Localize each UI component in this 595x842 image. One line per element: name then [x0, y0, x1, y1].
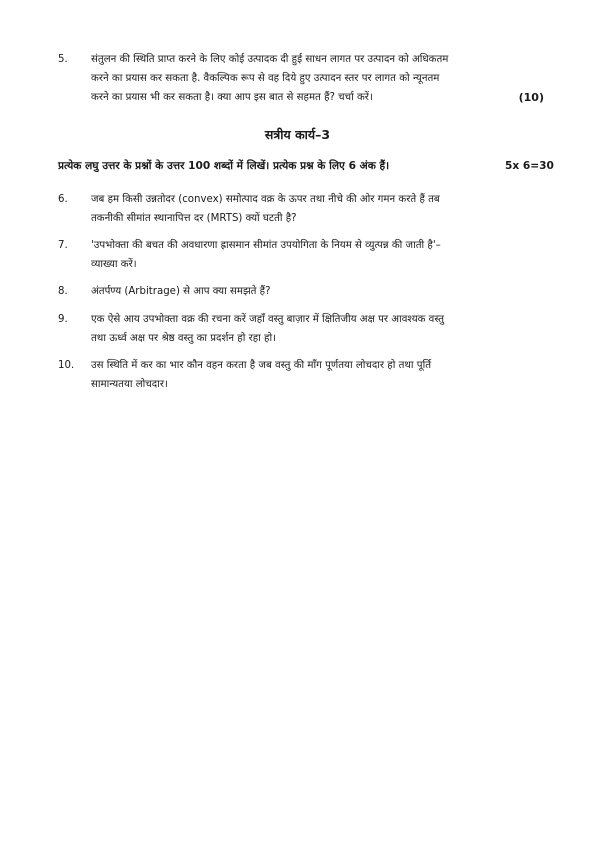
question-text [91, 190, 548, 228]
question-line: तथा ऊर्ध्व अक्ष पर श्रेष्ठ वस्तु का प्रदर्शन हो रहा हो। [91, 333, 276, 344]
question-6 [58, 190, 548, 230]
question-10 [58, 356, 548, 396]
question-number: 7. [58, 240, 68, 251]
question-line: एक ऐसे आय उपभोक्ता वक्र की रचना करें जहाँ वस्तु बाज़ार में क्षितिजीय अक्ष पर आवश्यक वस्तु [91, 314, 445, 325]
question-8 [58, 282, 548, 302]
question-text [91, 50, 548, 107]
question-line: तकनीकी सीमांत स्थानापित्त दर (MRTS) क्यों घटती है? [91, 213, 297, 224]
question-line: सामान्यतया लोचदार। [91, 379, 168, 390]
question-line: जब हम किसी उन्नतोदर (convex) समोत्पाद वक्र के ऊपर तथा नीचे की ओर गमन करते हैं तब [91, 194, 440, 205]
question-line: करने का प्रयास कर सकता है. वैकल्पिक रूप से वह दिये हुए उत्पादन स्तर पर लागत को न्यूनतम [91, 73, 440, 84]
question-text [91, 236, 548, 274]
section-title: सत्रीय कार्य–3 [264, 127, 331, 142]
question-number: 6. [58, 194, 68, 205]
question-line: 'उपभोक्ता की बचत की अवधारणा ह्रासमान सीमांत उपयोगिता के नियम से व्युत्पन्न की जाती है'– [91, 240, 441, 251]
question-line: संतुलन की स्थिति प्राप्त करने के लिए कोई उत्पादक दी हुई साधन लागत पर उत्पादन को अधिकतम [91, 54, 449, 65]
question-number: 10. [58, 360, 75, 371]
question-text [91, 356, 548, 394]
question-marks: (10) [518, 91, 544, 104]
question-text [91, 282, 548, 301]
question-number: 5. [58, 54, 68, 65]
question-number: 8. [58, 286, 68, 297]
section-marks-total: 5x 6=30 [505, 160, 554, 172]
question-line-with-marks [91, 88, 548, 107]
question-line: करने का प्रयास भी कर सकता है। क्या आप इस बात से सहमत हैं? चर्चा करें। [91, 92, 373, 103]
question-text [91, 310, 548, 348]
question-line: उस स्थिति में कर का भार कौन वहन करता है जब वस्तु की माँग पूर्णतया लोचदार हो तथा पूर्ति [91, 360, 432, 371]
question-line: व्याख्या करें। [91, 259, 137, 270]
question-number: 9. [58, 314, 68, 325]
question-line: अंतर्पण्य (Arbitrage) से आप क्या समझते हैं? [91, 286, 271, 297]
question-5 [58, 50, 548, 110]
question-9 [58, 310, 548, 350]
question-7 [58, 236, 548, 276]
section-instruction: प्रत्येक लघु उत्तर के प्रश्नों के उत्तर 100 शब्दों में लिखें। प्रत्येक प्रश्न के लिए 6 अंक हैं। [58, 160, 390, 172]
